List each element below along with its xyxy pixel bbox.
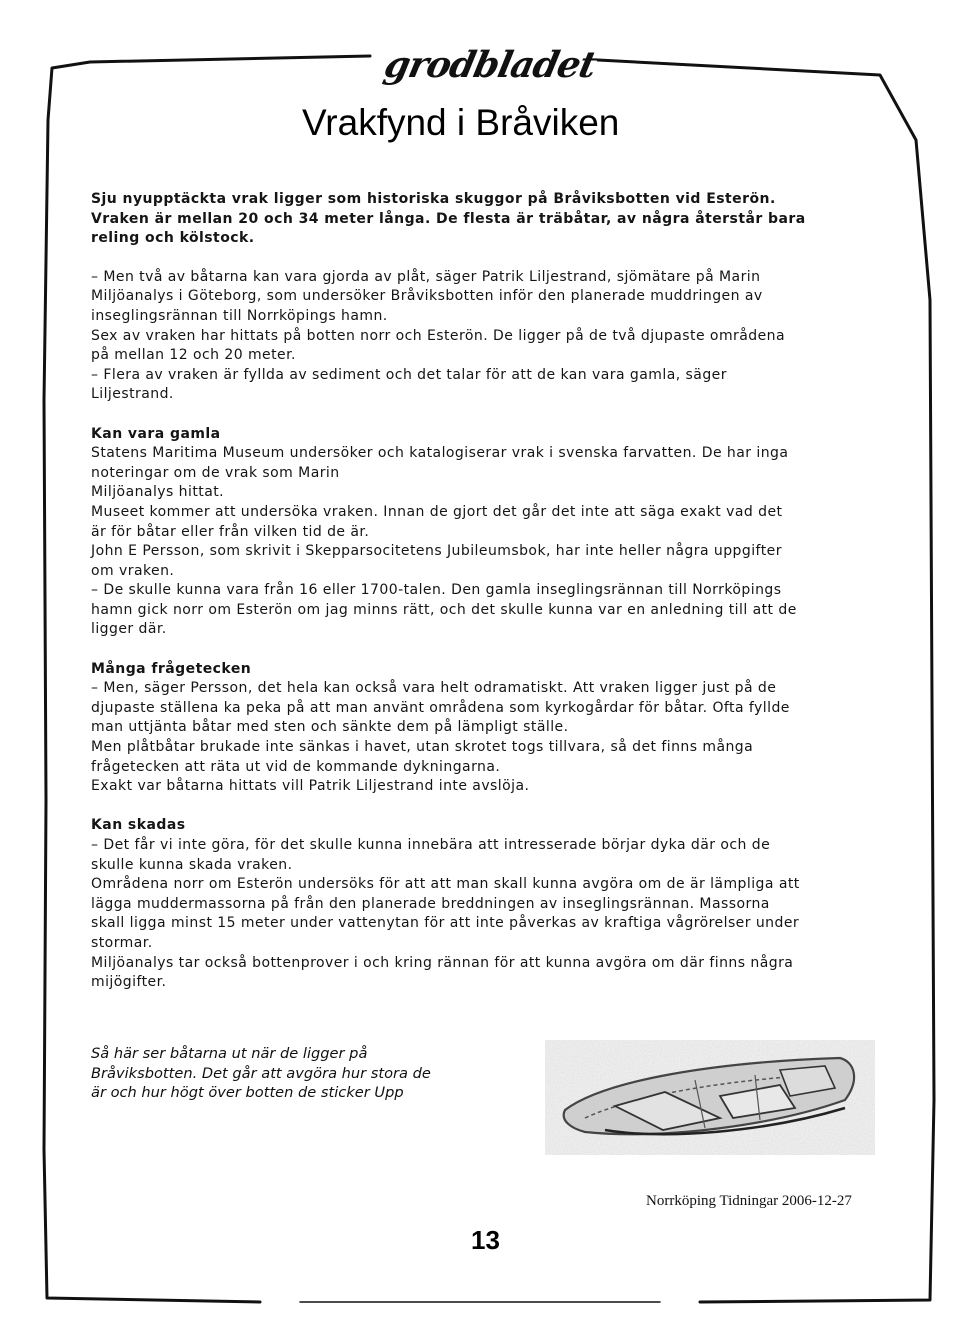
caption-line: är och hur högt över botten de sticker Upp bbox=[91, 1084, 404, 1102]
body-line: – Men, säger Persson, det hela kan också vara helt odramatiskt. Att vraken ligger just på de bbox=[91, 680, 777, 697]
body-line: Men plåtbåtar brukade inte sänkas i havet, utan skrotet togs tillvara, så det finns många bbox=[91, 739, 754, 756]
body-line: John E Persson, som skrivit i Skepparsocitetens Jubileumsbok, har inte heller några uppgifter bbox=[91, 543, 782, 560]
body-line: Exakt var båtarna hittats vill Patrik Liljestrand inte avslöja. bbox=[91, 778, 530, 795]
page-number: 13 bbox=[471, 1225, 500, 1255]
lead-line: Vraken är mellan 20 och 34 meter långa. De flesta är träbåtar, av några återstår bara bbox=[91, 210, 806, 227]
article-lead bbox=[91, 190, 881, 249]
body-line: frågetecken att räta ut vid de kommande dykningarna. bbox=[91, 758, 501, 775]
intro-paragraphs bbox=[91, 268, 881, 405]
caption-line: Så här ser båtarna ut när de ligger på bbox=[91, 1045, 368, 1062]
body-line: mijögifter. bbox=[91, 974, 167, 991]
body-line: – Flera av vraken är fyllda av sediment och det talar för att de kan vara gamla, säger bbox=[91, 366, 727, 383]
section-heading: Kan vara gamla bbox=[91, 425, 221, 442]
body-line: är för båtar eller från vilken tid de är. bbox=[91, 523, 370, 540]
body-line: lägga muddermassorna på från den planerade breddningen av inseglingsrännan. Massorna bbox=[91, 895, 770, 912]
body-line: inseglingsrännan till Norrköpings hamn. bbox=[91, 307, 388, 324]
section-heading: Många frågetecken bbox=[91, 660, 252, 677]
body-line: djupaste ställena ka peka på att man använt områdena som kyrkogårdar för båtar. Ofta fyllde bbox=[91, 699, 790, 716]
article-title: Vrakfynd i Bråviken bbox=[302, 102, 620, 143]
body-line: – Men två av båtarna kan vara gjorda av plåt, säger Patrik Liljestrand, sjömätare på Marin bbox=[91, 268, 761, 285]
lead-line: reling och kölstock. bbox=[91, 230, 255, 247]
body-line: Miljöanalys i Göteborg, som undersöker Bråviksbotten inför den planerade muddringen av bbox=[91, 288, 763, 305]
body-line: hamn gick norr om Esterön om jag minns rätt, och det skulle kunna var en anledning till att de bbox=[91, 601, 797, 618]
body-line: Miljöanalys tar också bottenprover i och kring rännan för att kunna avgöra om där finns några bbox=[91, 954, 794, 971]
body-line: ligger där. bbox=[91, 621, 167, 638]
body-line: Statens Maritima Museum undersöker och katalogiserar vrak i svenska farvatten. De har inga bbox=[91, 445, 789, 462]
body-line: Museet kommer att undersöka vraken. Innan de gjort det går det inte att säga exakt vad det bbox=[91, 503, 783, 520]
body-line: Liljestrand. bbox=[91, 386, 174, 403]
body-line: – De skulle kunna vara från 16 eller 1700-talen. Den gamla inseglingsrännan till Norrköpings bbox=[91, 582, 782, 599]
body-line: stormar. bbox=[91, 934, 153, 951]
lead-line: Sju nyupptäckta vrak ligger som historiska skuggor på Bråviksbotten vid Esterön. bbox=[91, 191, 776, 207]
body-line: Sex av vraken har hittats på botten norr och Esterön. De ligger på de två djupaste områdena bbox=[91, 327, 786, 344]
article-body bbox=[91, 190, 881, 993]
body-line: noteringar om de vrak som Marin bbox=[91, 464, 340, 481]
magazine-logo: grodbladet bbox=[380, 44, 600, 86]
wreck-sonar-image bbox=[545, 1040, 875, 1155]
section-heading: Kan skadas bbox=[91, 817, 186, 834]
body-line: skall ligga minst 15 meter under vattenytan för att inte påverkas av kraftiga vågrörelser under bbox=[91, 915, 800, 932]
body-line: skulle kunna skada vraken. bbox=[91, 856, 293, 873]
body-line: Miljöanalys hittat. bbox=[91, 484, 225, 501]
body-line: på mellan 12 och 20 meter. bbox=[91, 347, 296, 364]
body-line: om vraken. bbox=[91, 562, 175, 579]
body-line: man uttjänta båtar med sten och sänkte dem på lämpligt ställe. bbox=[91, 719, 569, 736]
body-line: – Det får vi inte göra, för det skulle kunna innebära att intresserade börjar dyka där och de bbox=[91, 837, 771, 853]
photo-caption bbox=[91, 1044, 481, 1103]
source-credit: Norrköping Tidningar 2006-12-27 bbox=[646, 1193, 852, 1209]
caption-line: Bråviksbotten. Det går att avgöra hur stora de bbox=[91, 1064, 431, 1082]
body-line: Områdena norr om Esterön undersöks för att att man skall kunna avgöra om de är lämpliga att bbox=[91, 876, 800, 893]
